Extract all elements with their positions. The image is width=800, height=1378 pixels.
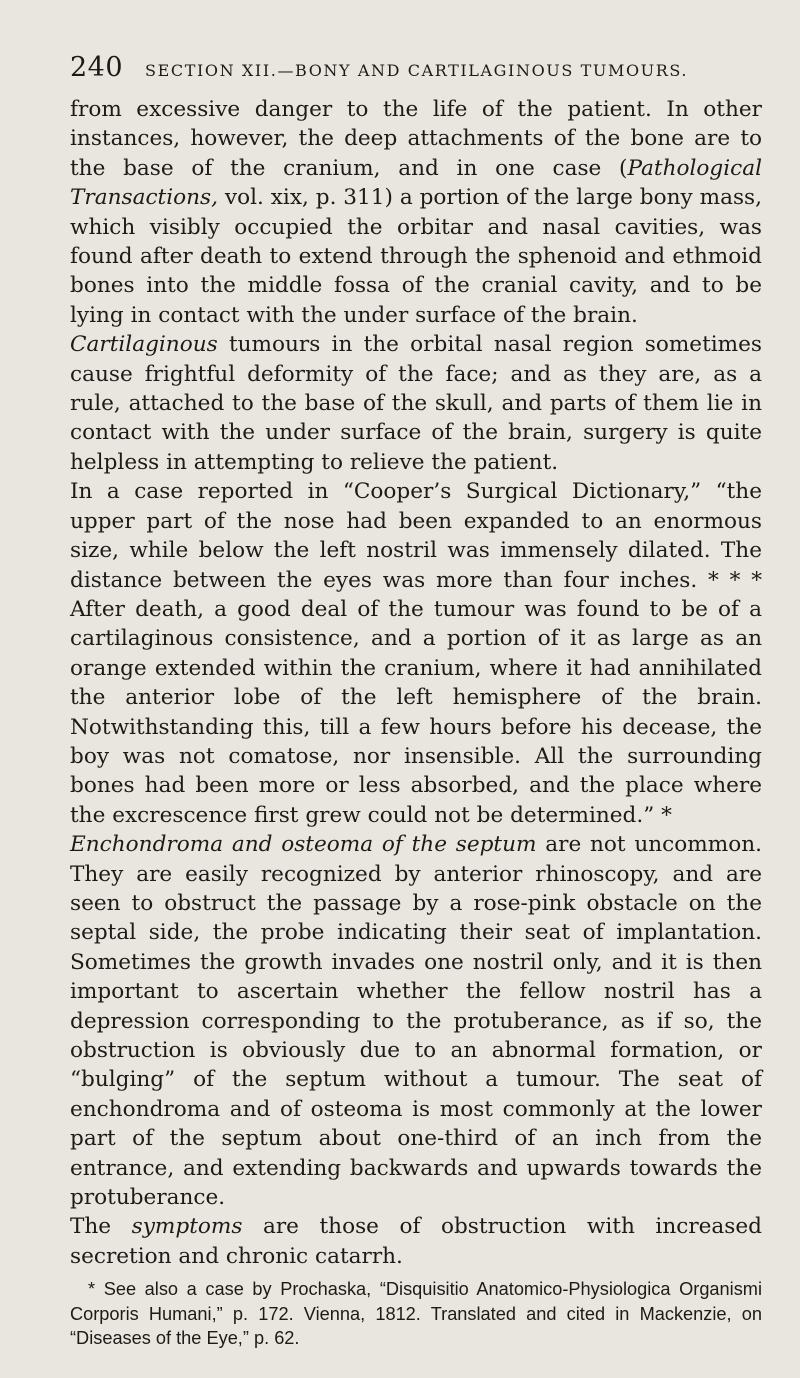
paragraph xyxy=(70,95,762,330)
italic-term: Cartilaginous xyxy=(70,332,218,358)
text: are those of obstruction with increased secretion and chronic catarrh. xyxy=(70,1214,762,1269)
text: vol. xix, p. 311) a portion of the large bony mass, which visibly occupied the orbitar and nasal cavities, was found after death to extend through the sphenoid and ethmoid bones into the middle fossa of the cranial cavity, and to be lying in contact with the under surface of the brain. xyxy=(70,185,762,328)
footnote: * See also a case by Prochaska, “Disquisitio Anatomico-Physiologica Organismi Corporis Humani,” p. 172. Vienna, 1812. Translated and cited in Mackenzie, on “Diseases of the Eye,” p. 62. xyxy=(70,1279,762,1349)
text: The xyxy=(70,1214,132,1240)
italic-reference: Pathological Transactions, xyxy=(70,155,762,211)
paragraph xyxy=(70,330,762,477)
page-number: 240 xyxy=(70,52,124,83)
text: tumours in the orbital nasal region sometimes cause frightful deformity of the face; and as they are, as a rule, attached to the base of the skull, and parts of them lie in contact with the under surface of the brain, surgery is quite helpless in attempting to relieve the patient. xyxy=(70,332,762,475)
text: In a case reported in “Cooper’s Surgical Dictionary,” “the upper part of the nose had been expanded to an enormous size, while below the left nostril was immensely dilated. The distance between the eyes was more than four inches. * * * After death, a good deal of the tumour was found to be of a cartilaginous consistence, and a portion of it as large as an orange extended within the cranium, where it had annihilated the anterior lobe of the left hemisphere of the brain. Notwithstanding this, till a few hours before his decease, the boy was not comatose, nor insensible. All the surrounding bones had been more or less absorbed, and the place where the excrescence first grew could not be determined.” * xyxy=(70,479,762,828)
paragraph xyxy=(70,1212,762,1271)
text: are not uncommon. They are easily recognized by anterior rhinoscopy, and are seen to obstruct the passage by a rose-pink obstacle on the septal side, the probe indicating their seat of implantation. Sometimes the growth invades one nostril only, and it is then important to ascertain whether the fellow nostril has a depression corresponding to the protuberance, as if so, the obstruction is obviously due to an abnormal formation, or “bulging” of the septum without a tumour. The seat of enchondroma and of osteoma is most commonly at the lower part of the septum about one-third of an inch from the entrance, and extending backwards and upwards towards the protuberance. xyxy=(70,832,762,1211)
text: from excessive danger to the life of the patient. In other instances, however, the deep attachments of the bone are to the base of the cranium, and in one case ( xyxy=(70,97,762,181)
section-title: SECTION XII.—BONY AND CARTILAGINOUS TUMOURS. xyxy=(145,61,689,80)
italic-term: Enchondroma and osteoma of the septum xyxy=(70,832,537,858)
italic-term: symptoms xyxy=(131,1214,243,1240)
paragraph xyxy=(70,830,762,1212)
running-head xyxy=(70,52,762,83)
paragraph xyxy=(70,477,762,830)
